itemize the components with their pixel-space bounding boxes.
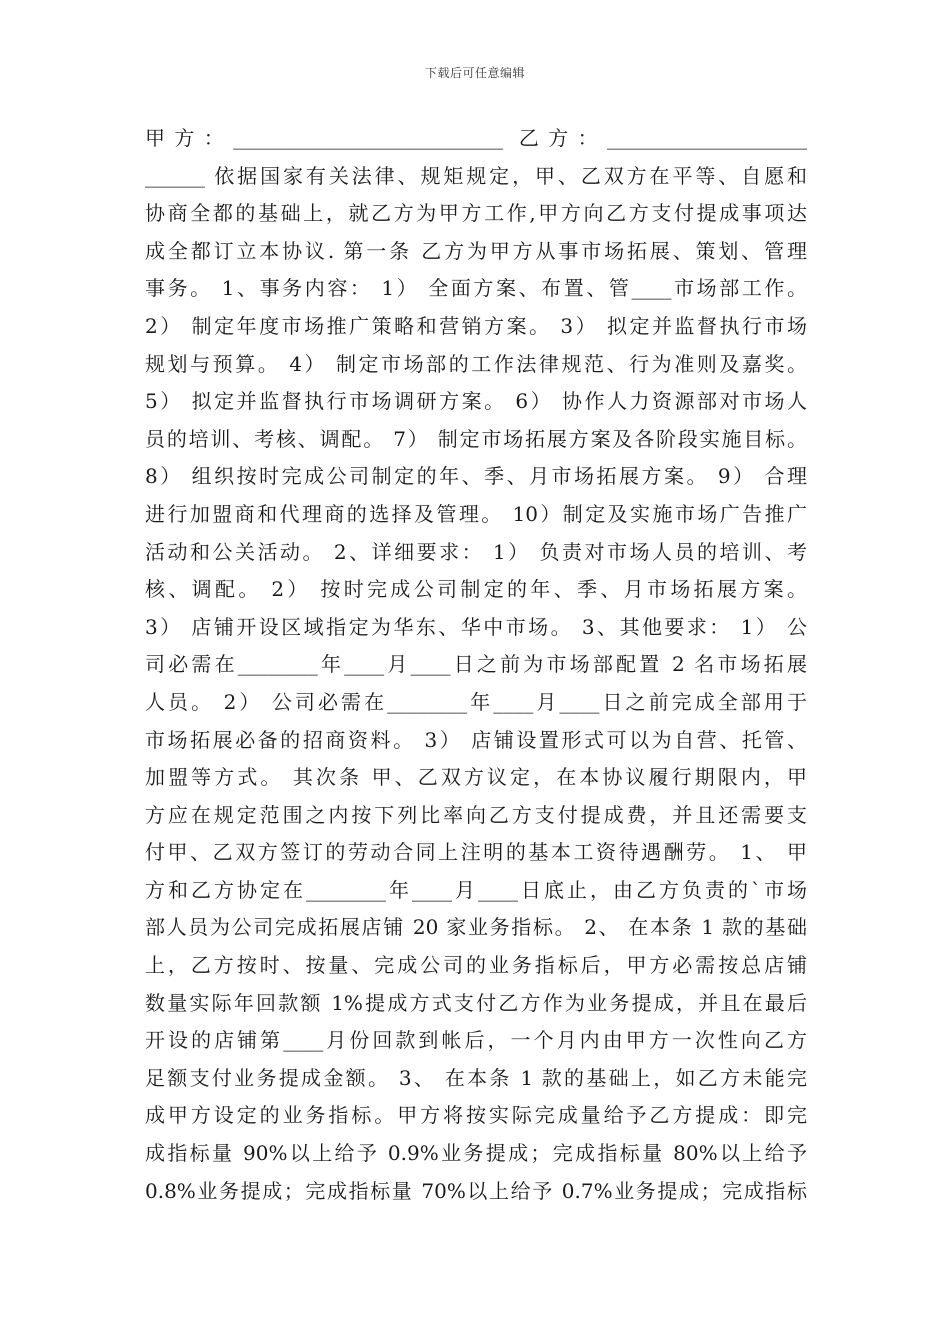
text-line: 数量实际年回款额 1%提成方式支付乙方作为业务提成，并且在最后 xyxy=(145,990,807,1015)
text-line: 付甲、乙双方签订的劳动合同上注明的基本工资待遇酬劳。 1、 甲 xyxy=(145,840,807,865)
text-line: 开设的店铺第____月份回款到帐后，一个月内由甲方一次性向乙方 xyxy=(145,1028,807,1053)
text-line: 上，乙方按时、按量、完成公司的业务指标后，甲方必需按总店铺 xyxy=(145,953,807,978)
text-line: 协商全都的基础上，就乙方为甲方工作,甲方向乙方支付提成事项达 xyxy=(145,201,807,226)
text-line: 规划与预算。 4） 制定市场部的工作法律规范、行为准则及嘉奖。 xyxy=(145,351,807,376)
text-line: 进行加盟商和代理商的选择及管理。 10）制定及实施市场广告推广 xyxy=(145,501,807,526)
text-line: 方和乙方协定在________年____月____日底止，由乙方负责的`市场 xyxy=(145,877,807,902)
text-line: 成甲方设定的业务指标。甲方将按实际完成量给予乙方提成：即完 xyxy=(145,1103,807,1128)
text-line: 成全都订立本协议. 第一条 乙方为甲方从事市场拓展、策划、管理 xyxy=(145,238,807,263)
page-header: 下载后可任意编辑 xyxy=(424,66,525,80)
text-line: 人员。 2） 公司必需在________年____月____日之前完成全部用于 xyxy=(145,689,807,714)
text-line: 市场拓展必备的招商资料。 3） 店铺设置形式可以为自营、托管、 xyxy=(145,727,807,752)
text-line: 加盟等方式。 其次条 甲、乙双方议定，在本协议履行期限内，甲 xyxy=(145,765,807,790)
text-line: 员的培训、考核、调配。 7） 制定市场拓展方案及各阶段实施目标。 xyxy=(145,426,807,451)
text-line: 事务。 1、事务内容： 1） 全面方案、布置、管____市场部工作。 xyxy=(145,276,807,301)
text-line: 部人员为公司完成拓展店铺 20 家业务指标。 2、 在本条 1 款的基础 xyxy=(145,915,807,940)
text-line: 8） 组织按时完成公司制定的年、季、月市场拓展方案。 9） 合理 xyxy=(145,464,807,489)
text-line: ______ 依据国家有关法律、规矩规定，甲、乙双方在平等、自愿和 xyxy=(145,163,807,188)
text-line: 司必需在________年____月____日之前为市场部配置 2 名市场拓展 xyxy=(145,652,807,677)
text-line: 5） 拟定并监督执行市场调研方案。 6） 协作人力资源部对市场人 xyxy=(145,389,807,414)
text-line: 核、调配。 2） 按时完成公司制定的年、季、月市场拓展方案。 xyxy=(145,577,807,602)
text-line: 方应在规定范围之内按下列比率向乙方支付提成费，并且还需要支 xyxy=(145,802,807,827)
text-line: 活动和公关活动。 2、详细要求： 1） 负责对市场人员的培训、考 xyxy=(145,539,807,564)
text-line: 足额支付业务提成金额。 3、 在本条 1 款的基础上，如乙方未能完 xyxy=(145,1065,807,1090)
text-line: 成指标量 90%以上给予 0.9%业务提成；完成指标量 80%以上给予 xyxy=(145,1141,807,1166)
text-line: 3） 店铺开设区域指定为华东、华中市场。 3、其他要求： 1） 公 xyxy=(145,614,807,639)
text-line: 甲方：___________________________ 乙方：____________________ xyxy=(145,126,807,150)
text-line: 0.8%业务提成；完成指标量 70%以上给予 0.7%业务提成；完成指标 xyxy=(145,1178,807,1203)
document-body xyxy=(145,120,807,1210)
text-line: 2） 制定年度市场推广策略和营销方案。 3） 拟定并监督执行市场 xyxy=(145,313,807,338)
